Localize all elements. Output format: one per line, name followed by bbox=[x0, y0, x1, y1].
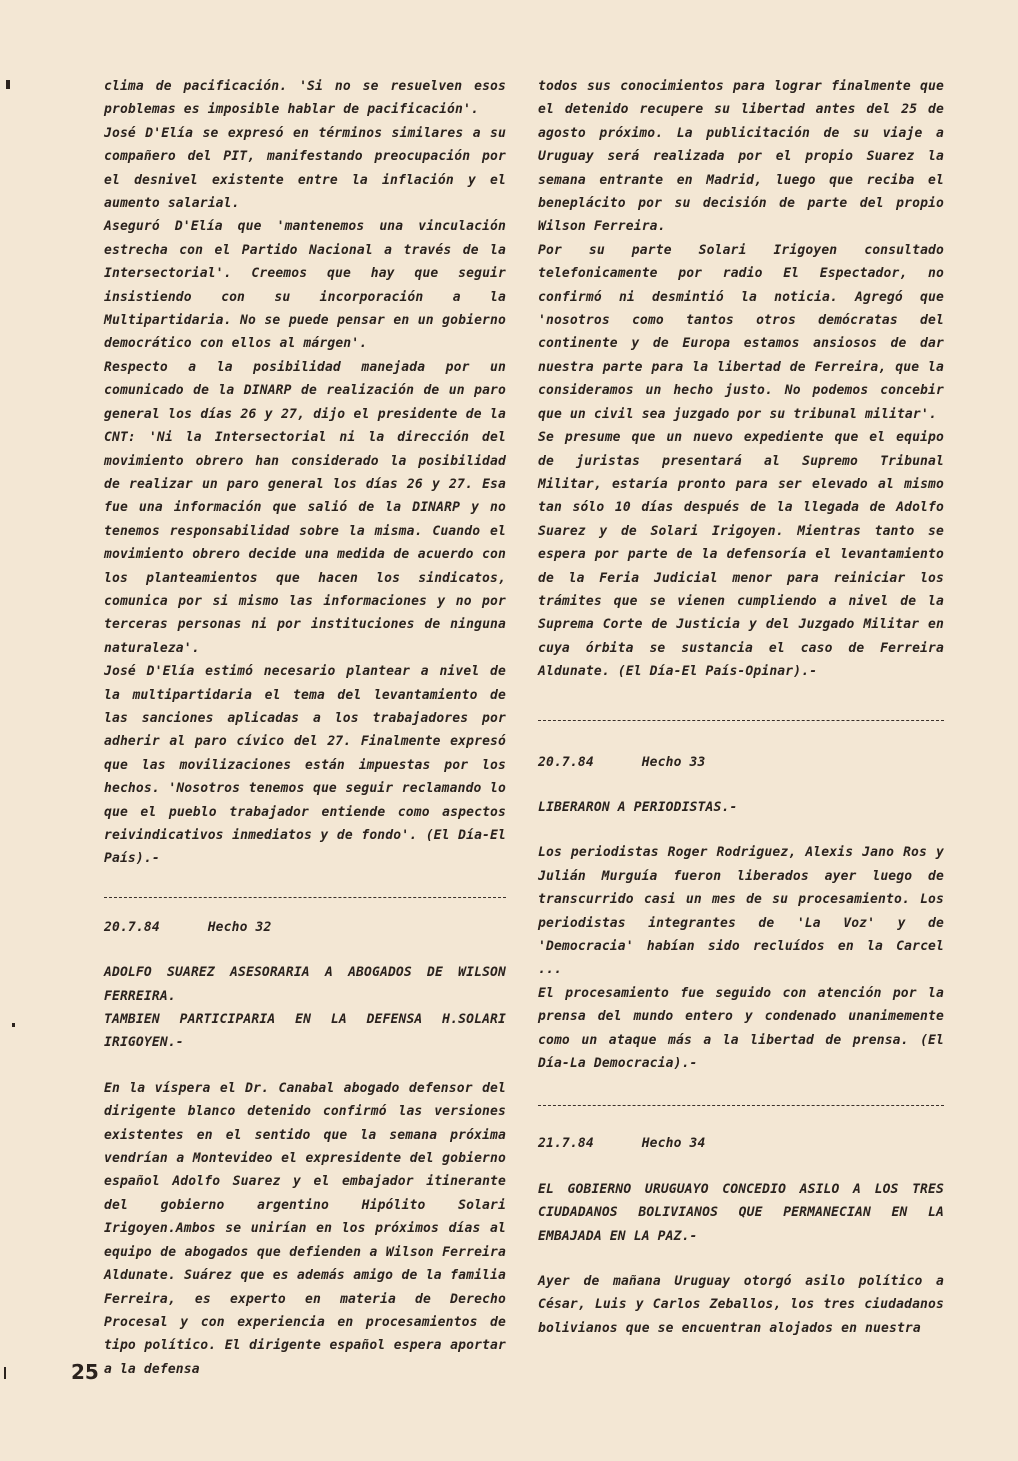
right-column bbox=[538, 75, 944, 1340]
margin-mark-top-left bbox=[6, 80, 10, 89]
headline-hecho-34: EL GOBIERNO URUGUAYO CONCEDIO ASILO A LOS TRES CIUDADANOS BOLIVIANOS QUE PERMANECIAN EN LA EMBAJADA EN LA PAZ.- bbox=[538, 1181, 944, 1244]
right-paragraph-3: Se presume que un nuevo expediente que el equipo de juristas presentará al Supremo Tribunal Militar, estaría pronto para ser elevado al mismo tan sólo 10 días después de la llegada de Adolfo Suarez y de Solari Irigoyen. Mientras tanto se espera por parte de la defensoría el levantamiento de la Feria Judicial menor para reiniciar los trámites que se vienen cumpliendo a nivel de la Suprema Corte de Justicia y del Juzgado Militar en cuya órbita se sustancia el caso de Ferreira Aldunate. (El Día-El País-Opinar).- bbox=[538, 430, 944, 680]
left-paragraph-5: José D'Elía estimó necesario plantear a nivel de la multipartidaria el tema del levantamiento de las sanciones aplicadas a los trabajadores por adherir al paro cívico del 27. Finalmente expresó que las movilizaciones están impuestas por los hechos. 'Nosotros tenemos que seguir reclamando lo que el pueblo trabajador entiende como aspectos reivindicativos inmediatos y de fondo'. (El Día-El País).- bbox=[104, 664, 506, 867]
dateline-hecho-32: 20.7.84 Hecho 32 bbox=[104, 919, 272, 935]
margin-mark-bottom-left bbox=[4, 1367, 6, 1379]
dateline-hecho-33: 20.7.84 Hecho 33 bbox=[538, 754, 706, 770]
headline-hecho-33: LIBERARON A PERIODISTAS.- bbox=[538, 799, 738, 815]
left-paragraph-2: José D'Elía se expresó en términos similares a su compañero del PIT, manifestando preocupación por el desnivel existente entre la inflación y el aumento salarial. bbox=[104, 125, 506, 212]
section-divider-right-2 bbox=[538, 1105, 944, 1106]
left-column bbox=[104, 75, 506, 1381]
section-divider-right-1 bbox=[538, 720, 944, 721]
left-paragraph-1: clima de pacificación. 'Si no se resuelven esos problemas es imposible hablar de pacificación'. bbox=[104, 79, 506, 118]
body-hecho-33-continued: El procesamiento fue seguido con atención por la prensa del mundo entero y condenado unanimemente como un ataque más a la libertad de prensa. (El Día-La Democracia).- bbox=[538, 985, 944, 1072]
margin-mark-mid-left bbox=[12, 1023, 15, 1027]
page-number: 25 bbox=[71, 1360, 99, 1384]
right-paragraph-2: Por su parte Solari Irigoyen consultado telefonicamente por radio El Espectador, no confirmó ni desmintió la noticia. Agregó que 'nosotros como tantos otros demócratas del continente y de Europa estamos ansiosos de dar nuestra parte para la libertad de Ferreira, que la consideramos un hecho justo. No podemos concebir que un civil sea juzgado por su tribunal militar'. bbox=[538, 242, 944, 422]
left-paragraph-4: Respecto a la posibilidad manejada por un comunicado de la DINARP de realización de un paro general los días 26 y 27, dijo el presidente de la CNT: 'Ni la Intersectorial ni la dirección del movimiento obrero han considerado la posibilidad de realizar un paro general los días 26 y 27. Esa fue una información que salió de la DINARP y no tenemos responsabilidad sobre la misma. Cuando el movimiento obrero decide una medida de acuerdo con los planteamientos que hacen los sindicatos, comunica por si mismo las informaciones y no por terceras personas ni por instituciones de ninguna naturaleza'. bbox=[104, 359, 506, 656]
dateline-hecho-34: 21.7.84 Hecho 34 bbox=[538, 1136, 706, 1152]
subhead-hecho-32: TAMBIEN PARTICIPARIA EN LA DEFENSA H.SOLARI IRIGOYEN.- bbox=[104, 1012, 506, 1051]
right-paragraph-1: todos sus conocimientos para lograr finalmente que el detenido recupere su libertad antes del 25 de agosto próximo. La publicitación de su viaje a Uruguay será realizada por el propio Suarez la semana entrante en Madrid, luego que reciba el beneplácito por su decisión de parte del propio Wilson Ferreira. bbox=[538, 79, 944, 235]
body-hecho-32: En la víspera el Dr. Canabal abogado defensor del dirigente blanco detenido confirmó las versiones existentes en el sentido que la semana próxima vendrían a Montevideo el expresidente del gobierno español Adolfo Suarez y el embajador itinerante del gobierno argentino Hipólito Solari Irigoyen.Ambos se unirían en los próximos días al equipo de abogados que defienden a Wilson Ferreira Aldunate. Suárez que es además amigo de la familia Ferreira, es experto en materia de Derecho Procesal y con experiencia en procesamientos de tipo político. El dirigente español espera aportar a la defensa bbox=[104, 1080, 506, 1377]
section-divider-left bbox=[104, 897, 506, 898]
body-hecho-33: Los periodistas Roger Rodriguez, Alexis Jano Ros y Julián Murguía fueron liberados ayer luego de transcurrido casi un mes de su procesamiento. Los periodistas integrantes de 'La Voz' y de 'Democracia' habían sido recluídos en la Carcel ... bbox=[538, 845, 944, 978]
body-hecho-34: Ayer de mañana Uruguay otorgó asilo político a César, Luis y Carlos Zeballos, los tres ciudadanos bolivianos que se encuentran alojados en nuestra bbox=[538, 1274, 944, 1336]
headline-hecho-32: ADOLFO SUAREZ ASESORARIA A ABOGADOS DE WILSON FERREIRA. bbox=[104, 965, 506, 1004]
left-paragraph-3: Aseguró D'Elía que 'mantenemos una vinculación estrecha con el Partido Nacional a través de la Intersectorial'. Creemos que hay que seguir insistiendo con su incorporación a la Multipartidaria. No se puede pensar en un gobierno democrático con ellos al márgen'. bbox=[104, 219, 506, 352]
